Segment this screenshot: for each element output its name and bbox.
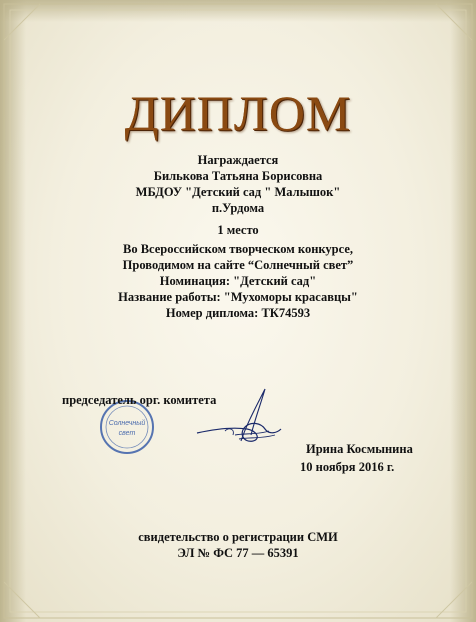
recipient-name: Билькова Татьяна Борисовна — [153, 169, 323, 183]
svg-text:Солнечный: Солнечный — [108, 420, 146, 427]
registration-number: ЭЛ № ФС 77 — 65391 — [177, 546, 299, 560]
registration-label: свидетельство о регистрации СМИ — [138, 530, 338, 544]
institution-name: МБДОУ "Детский сад " Малышок" — [135, 185, 341, 199]
place-award: 1 место — [217, 223, 259, 237]
handwritten-signature — [195, 383, 285, 453]
work-title: Название работы: "Мухоморы красавцы" — [118, 290, 358, 304]
svg-text:свет: свет — [118, 430, 136, 437]
signer-name: Ирина Космынина — [306, 442, 413, 456]
contest-line-1: Во Всероссийском творческом конкурсе, — [122, 242, 353, 256]
issue-date: 10 ноября 2016 г. — [300, 460, 395, 474]
diploma-title: ДИПЛОМ — [0, 84, 476, 142]
contest-line-2: Проводимом на сайте “Солнечный свет” — [122, 258, 354, 272]
diploma-number: Номер диплома: ТК74593 — [165, 306, 311, 320]
locality: п.Урдома — [211, 201, 265, 215]
awarded-label: Награждается — [197, 153, 279, 167]
chair-label: председатель орг. комитета — [62, 393, 217, 407]
nomination: Номинация: "Детский сад" — [159, 274, 317, 288]
